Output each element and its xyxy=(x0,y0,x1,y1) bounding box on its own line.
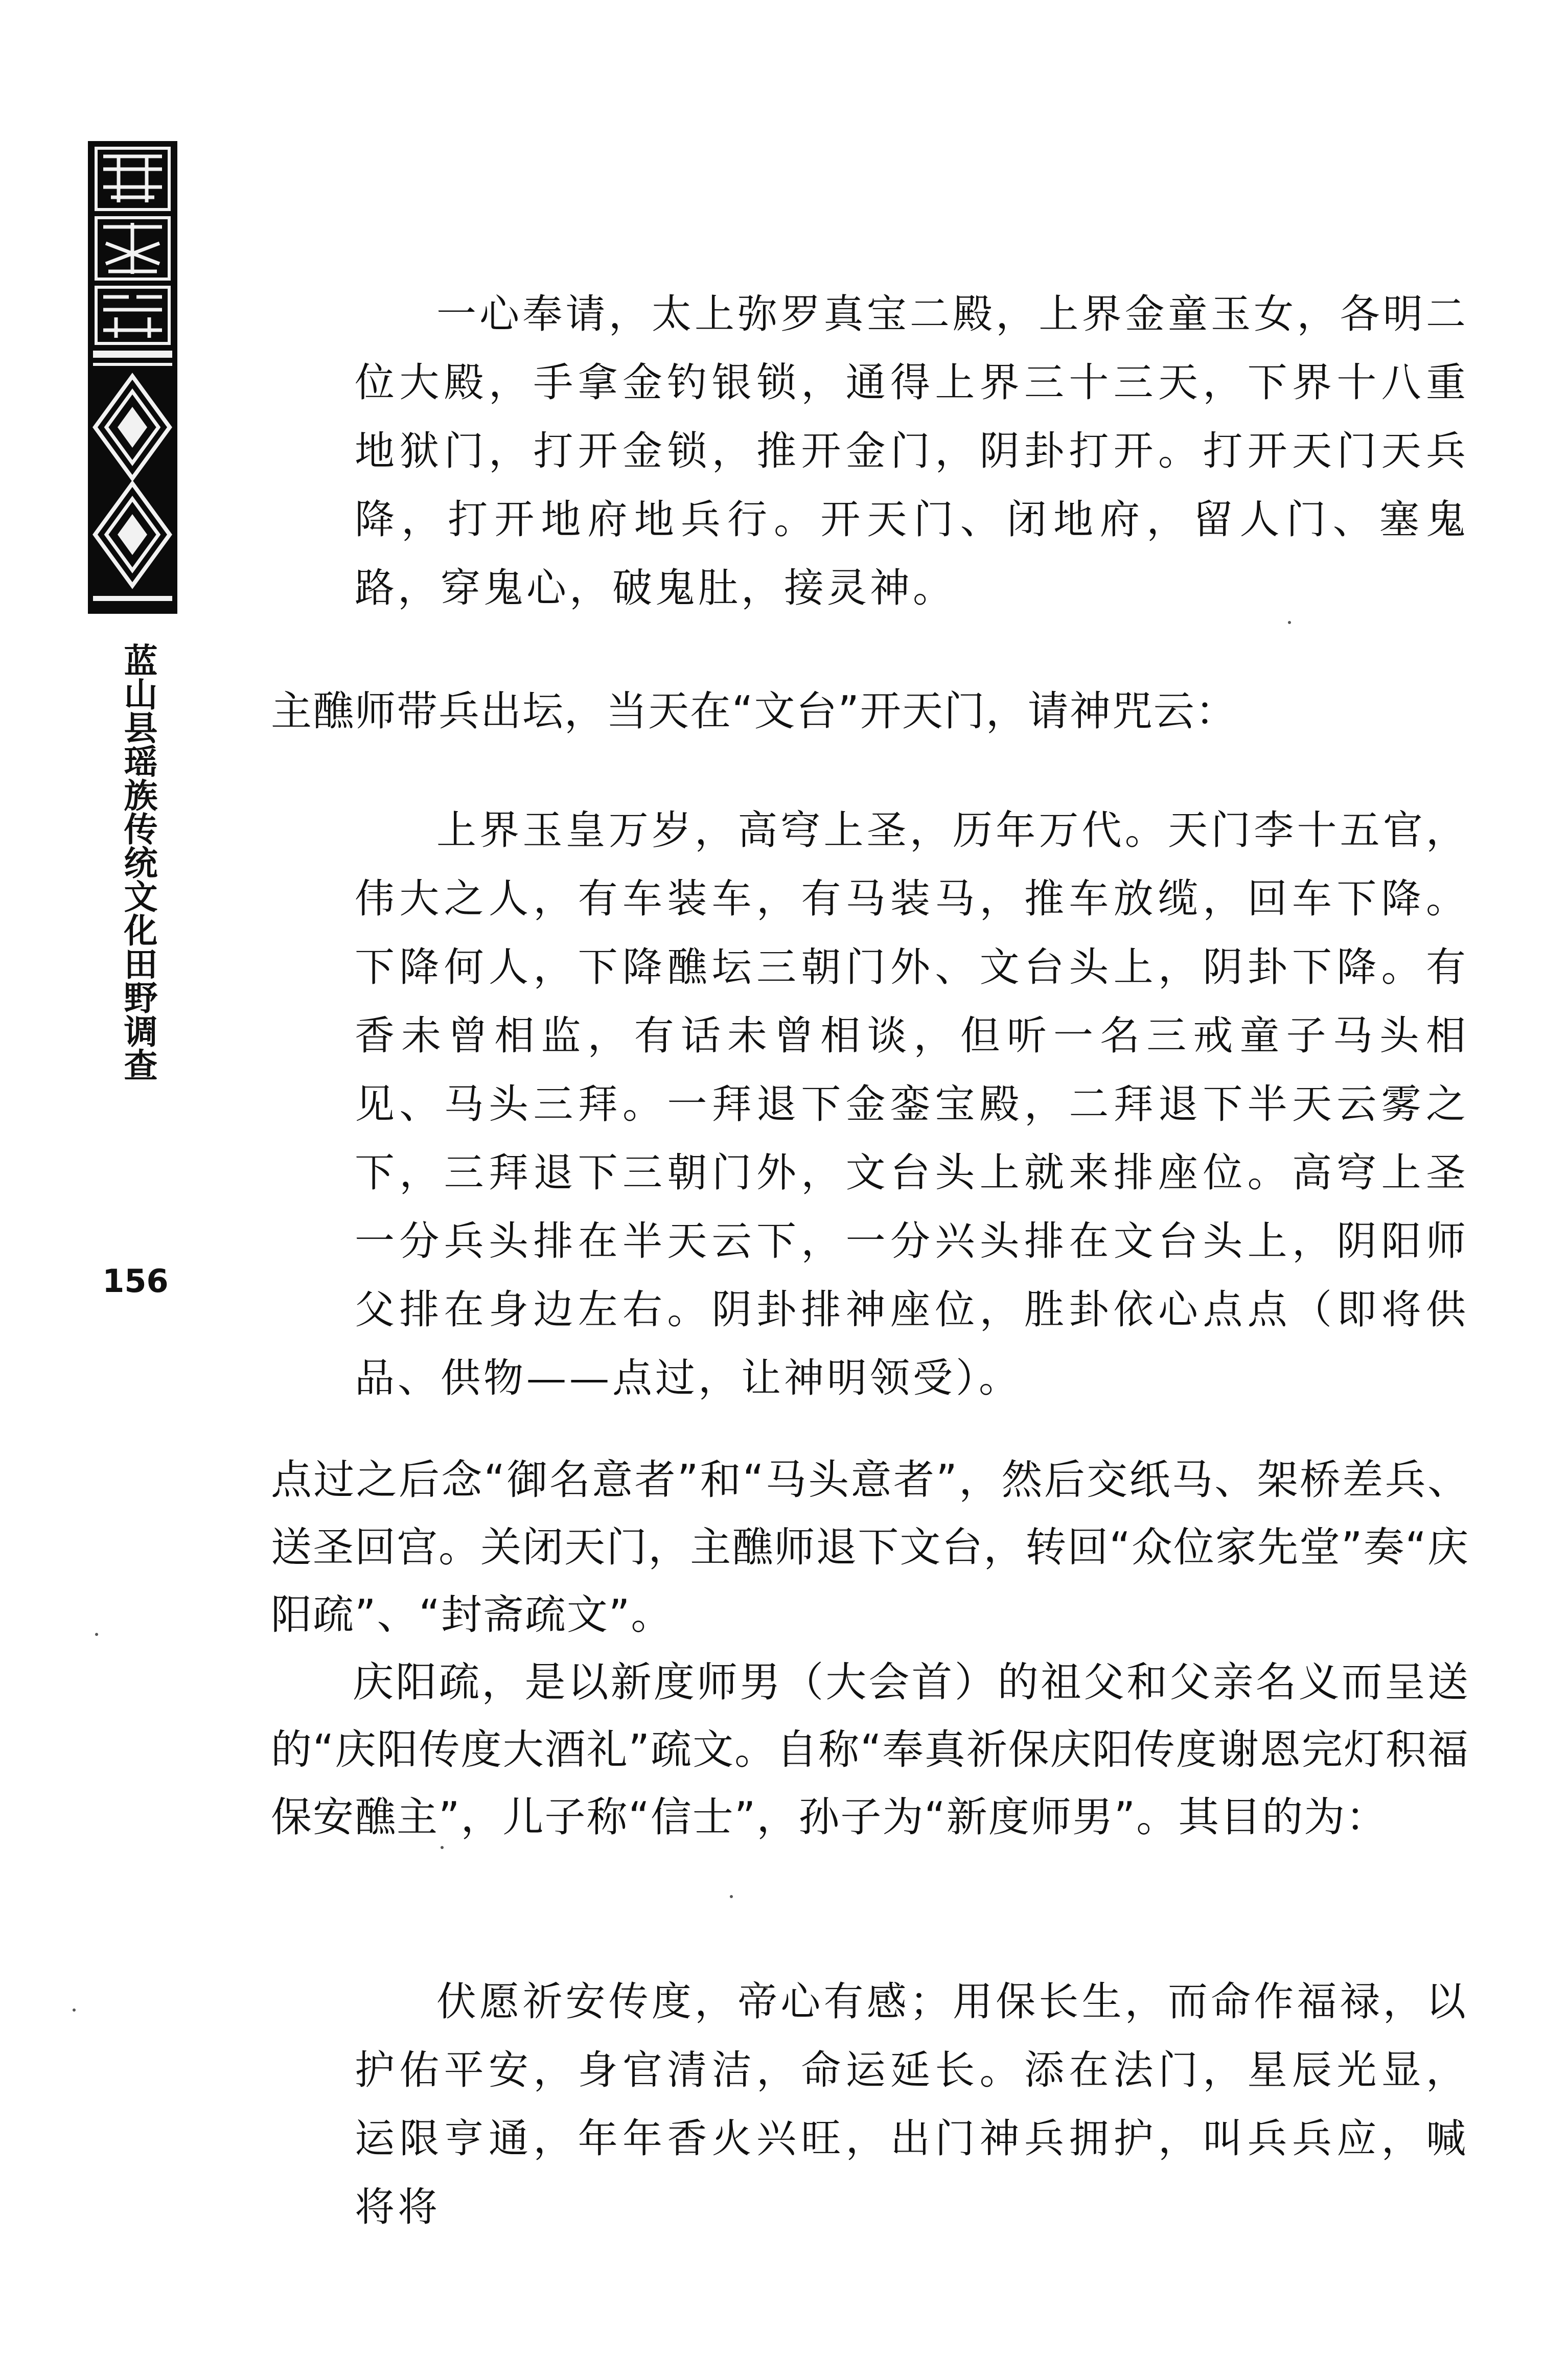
paragraph-1: 主醮师带兵出坛，当天在“文台”开天门，请神咒云： xyxy=(271,687,1237,735)
scan-speck xyxy=(1288,621,1291,624)
scan-speck xyxy=(441,1846,444,1849)
book-title: 蓝山县瑶族传统文化田野调查 xyxy=(118,643,157,1081)
page-number: 156 xyxy=(102,1262,169,1300)
ornament-pattern-icon xyxy=(88,141,177,614)
scan-speck xyxy=(73,2008,76,2012)
quote-invocation-3: 伏愿祈安传度，帝心有感；用保长生，而命作福禄，以护佑平安，身官清洁，命运延长。添在法门，星辰光显，运限亨通，年年香火兴旺，出门神兵拥护，叫兵兵应，喊将将 xyxy=(355,1979,1469,2230)
scan-speck xyxy=(730,1895,733,1898)
paragraph-3: 庆阳疏，是以新度师男（大会首）的祖父和父亲名义而呈送的“庆阳传度大酒礼”疏文。自称“奉真祈保庆阳传度谢恩完灯积福保安醮主”，儿子称“信士”，孙子为“新度师男”。其目的为： xyxy=(271,1658,1469,1841)
quote-invocation-2: 上界玉皇万岁，高穹上圣，历年万代。天门李十五官，伟大之人，有车装车，有马装马，推车放缆，回车下降。下降何人，下降醮坛三朝门外、文台头上，阴卦下降。有香未曾相监，有话未曾相谈，但听一名三戒童子马头相见、马头三拜。一拜退下金銮宝殿，二拜退下半天云雾之下，三拜退下三朝门外，文台头上就来排座位。高穹上圣一分兵头排在半天云下，一分兴头排在文台头上，阴阳师父排在身边左右。阴卦排神座位，胜卦依心点点（即将供品、供物——点过，让神明领受）。 xyxy=(355,807,1469,1401)
paragraph-2: 点过之后念“御名意者”和“马头意者”，然后交纸马、架桥差兵、送圣回宫。关闭天门，主醮师退下文台，转回“众位家先堂”奏“庆阳疏”、“封斋疏文”。 xyxy=(271,1456,1469,1638)
decorative-pattern-block xyxy=(88,141,177,614)
quote-invocation-1: 一心奉请，太上弥罗真宝二殿，上界金童玉女，各明二位大殿，手拿金钓银锁，通得上界三十三天，下界十八重地狱门，打开金锁，推开金门，阴卦打开。打开天门天兵降，打开地府地兵行。开天门、闭地府，留人门、塞鬼路，穿鬼心，破鬼肚，接灵神。 xyxy=(355,291,1469,611)
scan-speck xyxy=(95,1633,98,1636)
